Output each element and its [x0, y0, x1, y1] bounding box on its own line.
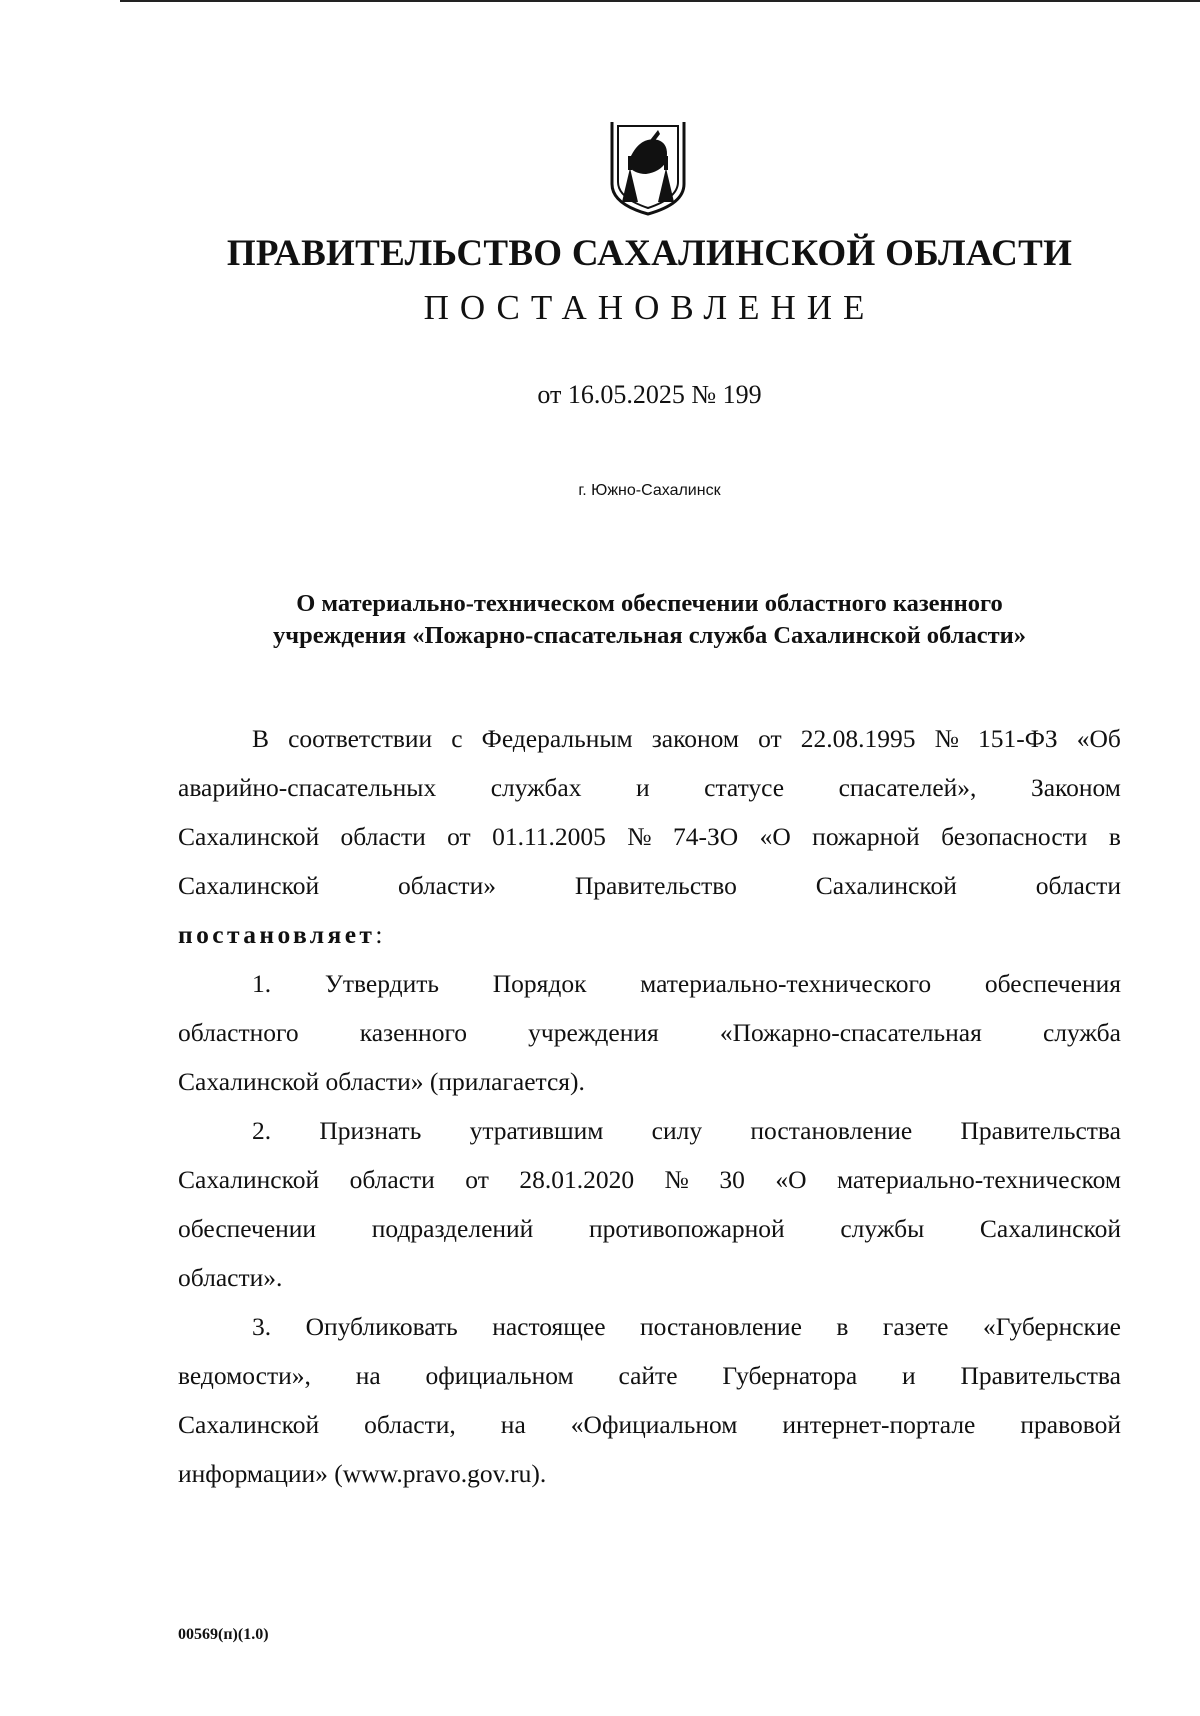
word: сайте: [618, 1361, 678, 1390]
word: «Об: [1076, 724, 1121, 753]
word: ведомости»,: [178, 1361, 311, 1390]
word: и: [635, 773, 650, 802]
word: соответствии: [288, 724, 433, 753]
word: пожарной: [812, 822, 920, 851]
word: служба: [1042, 1018, 1121, 1047]
body-line: [178, 714, 1121, 763]
word: В: [252, 724, 270, 753]
word: 30: [719, 1165, 745, 1194]
word: области: [340, 822, 426, 851]
word: области: [1035, 871, 1121, 900]
word: аварийно-спасательных: [178, 773, 437, 802]
document-footer-code: 00569(п)(1.0): [178, 1626, 269, 1643]
body-line: [178, 959, 1121, 1008]
word: от: [758, 724, 782, 753]
word: от: [465, 1165, 489, 1194]
body-line: Сахалинской области» (прилагается).: [178, 1067, 585, 1096]
body-line: [178, 1204, 1121, 1253]
body-line: [178, 1302, 1121, 1351]
word: Порядок: [492, 969, 587, 998]
word: №: [627, 822, 652, 851]
word: интернет-портале: [782, 1410, 976, 1439]
word: №: [934, 724, 959, 753]
word: «Официальном: [570, 1410, 738, 1439]
word: 1.: [252, 969, 272, 998]
word: Правительства: [960, 1116, 1121, 1145]
word: правовой: [1020, 1410, 1121, 1439]
body-line: [178, 1400, 1121, 1449]
word: областного: [178, 1018, 299, 1047]
word: «Пожарно-спасательная: [719, 1018, 982, 1047]
word: на: [355, 1361, 381, 1390]
decree-colon: :: [375, 920, 383, 949]
word: обеспечения: [984, 969, 1121, 998]
word: спасателей»,: [838, 773, 977, 802]
word: 01.11.2005: [492, 822, 606, 851]
body-line: [178, 1155, 1121, 1204]
government-title: ПРАВИТЕЛЬСТВО САХАЛИНСКОЙ ОБЛАСТИ: [226, 233, 1073, 274]
word: области,: [364, 1410, 456, 1439]
word: настоящее: [492, 1312, 606, 1341]
word: учреждения: [528, 1018, 659, 1047]
word: казенного: [359, 1018, 468, 1047]
word: в: [836, 1312, 849, 1341]
word: Сахалинской: [178, 1165, 320, 1194]
word: службы: [840, 1214, 925, 1243]
word: газете: [882, 1312, 949, 1341]
body-line: [178, 861, 1121, 910]
word: Законом: [1030, 773, 1121, 802]
word: службах: [490, 773, 582, 802]
word: противопожарной: [588, 1214, 785, 1243]
body-line: [178, 1351, 1121, 1400]
word: Правительство: [574, 871, 737, 900]
document-city: г. Южно-Сахалинск: [578, 482, 721, 499]
word: материально-техническом: [836, 1165, 1121, 1194]
word: постановление: [750, 1116, 913, 1145]
word: Федеральным: [481, 724, 633, 753]
word: Сахалинской: [979, 1214, 1121, 1243]
body-line: информации» (www.pravo.gov.ru).: [178, 1459, 547, 1488]
word: Сахалинской: [815, 871, 957, 900]
decree-line: [178, 910, 1121, 959]
document-subject: [178, 588, 1121, 652]
word: и: [901, 1361, 916, 1390]
word: Опубликовать: [305, 1312, 458, 1341]
subject-line: О материально-техническом обеспечении областного казенного: [296, 590, 1003, 617]
word: подразделений: [371, 1214, 534, 1243]
word: 2.: [252, 1116, 272, 1145]
body-line: области».: [178, 1263, 283, 1292]
word: постановление: [640, 1312, 802, 1341]
word: 28.01.2020: [519, 1165, 635, 1194]
word: Правительства: [960, 1361, 1121, 1390]
top-scan-border: [120, 0, 1200, 2]
body-line: [178, 1008, 1121, 1057]
word: Признать: [319, 1116, 422, 1145]
word: №: [664, 1165, 689, 1194]
word: области»: [397, 871, 496, 900]
subject-line: учреждения «Пожарно-спасательная служба Сахалинской области»: [273, 622, 1026, 649]
body-line: [178, 1106, 1121, 1155]
word: силу: [651, 1116, 703, 1145]
word: Сахалинской: [178, 1410, 320, 1439]
word: Сахалинской: [178, 871, 320, 900]
body-line: [178, 812, 1121, 861]
word: «О: [759, 822, 791, 851]
sakhalin-coat-of-arms-emblem: [600, 118, 696, 218]
decree-word: постановляет: [178, 920, 376, 949]
word: законом: [651, 724, 740, 753]
word: области: [349, 1165, 435, 1194]
word: Утвердить: [324, 969, 440, 998]
word: 151-ФЗ: [978, 724, 1058, 753]
body-line: [178, 763, 1121, 812]
word: 3.: [252, 1312, 272, 1341]
word: официальном: [425, 1361, 574, 1390]
word: в: [1108, 822, 1121, 851]
word: 74-ЗО: [673, 822, 739, 851]
word: 22.08.1995: [800, 724, 916, 753]
word: «Губернские: [982, 1312, 1121, 1341]
document-body: [178, 714, 1121, 1498]
word: с: [451, 724, 463, 753]
word: Губернатора: [722, 1361, 858, 1390]
word: «О: [775, 1165, 807, 1194]
word: материально-технического: [640, 969, 932, 998]
word: на: [500, 1410, 526, 1439]
word: безопасности: [941, 822, 1088, 851]
word: утратившим: [469, 1116, 604, 1145]
word: от: [447, 822, 471, 851]
document-date-number: от 16.05.2025 № 199: [537, 380, 762, 409]
word: Сахалинской: [178, 822, 320, 851]
word: обеспечении: [178, 1214, 317, 1243]
document-kind: ПОСТАНОВЛЕНИЕ: [423, 288, 876, 327]
word: статусе: [704, 773, 785, 802]
